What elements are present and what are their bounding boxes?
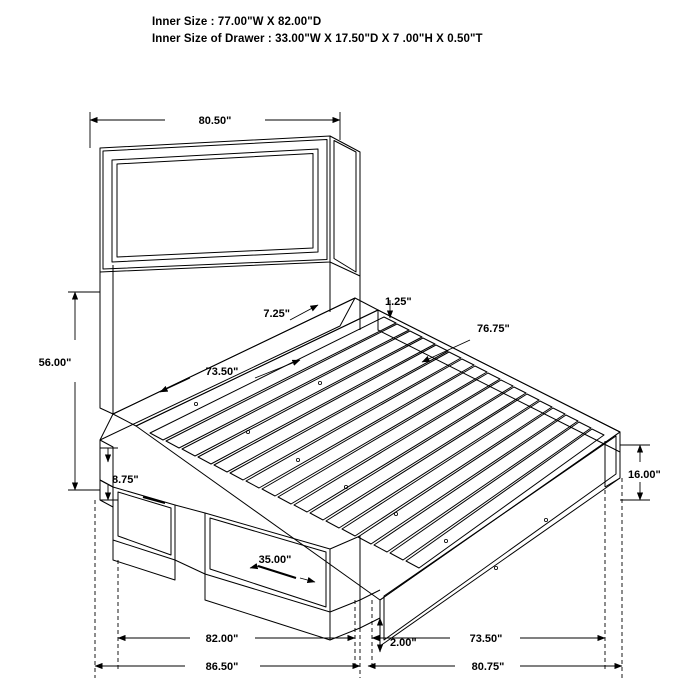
headboard-side-thickness-inner	[334, 141, 356, 273]
dim-deck-depth-leader	[422, 340, 470, 362]
foot-center-top	[360, 590, 380, 600]
label-overall-length: 86.50"	[205, 661, 239, 673]
label-side-length: 82.00"	[205, 633, 239, 645]
drawer-right-base	[205, 574, 330, 640]
label-drawer-width: 35.00"	[258, 554, 292, 566]
drawer-right-pull	[258, 566, 296, 578]
footboard-right-post	[605, 432, 620, 487]
label-panel-inset: 7.25"	[263, 308, 290, 320]
label-deck-width: 73.50"	[205, 366, 239, 378]
label-clearance: 2.00"	[390, 637, 417, 649]
bed-outline	[100, 136, 620, 646]
headboard-inset-inner	[117, 154, 313, 258]
dim-drawer-leader-left	[250, 566, 258, 568]
label-foot-width: 73.50"	[469, 633, 503, 645]
label-footboard-height: 16.00"	[628, 469, 661, 481]
headboard-inset	[112, 149, 318, 262]
dimension-lines	[68, 112, 650, 678]
drawer-gap	[175, 505, 205, 574]
dim-deck-width-leader2	[160, 378, 190, 392]
foot-center-post	[360, 618, 380, 646]
headboard-left-post	[100, 265, 113, 414]
inner-size-line: Inner Size : 77.00"W X 82.00"D	[152, 16, 322, 28]
drawer-right-side	[330, 600, 360, 640]
label-headboard-height: 56.00"	[38, 357, 72, 369]
dim-drawer-leader-right	[300, 578, 315, 582]
label-rail-height: 8.75"	[112, 474, 139, 486]
headboard-front-panel	[100, 136, 330, 272]
footboard-face-inner	[384, 436, 616, 640]
label-slat-rail: 1.25"	[385, 296, 412, 308]
head-rail	[113, 298, 378, 426]
drawer-left-pull	[143, 497, 165, 503]
deck-surface	[136, 310, 620, 600]
label-headboard-width: 80.50"	[198, 115, 232, 127]
dimension-labels	[39, 115, 661, 673]
label-overall-width: 80.75"	[471, 661, 505, 673]
inner-drawer-size-line: Inner Size of Drawer : 33.00"W X 17.50"D X 7 .00"H X 0.50"T	[152, 33, 483, 45]
drawer-left-base	[113, 540, 175, 580]
label-deck-depth: 76.75"	[477, 323, 510, 335]
slat-group	[150, 317, 604, 568]
